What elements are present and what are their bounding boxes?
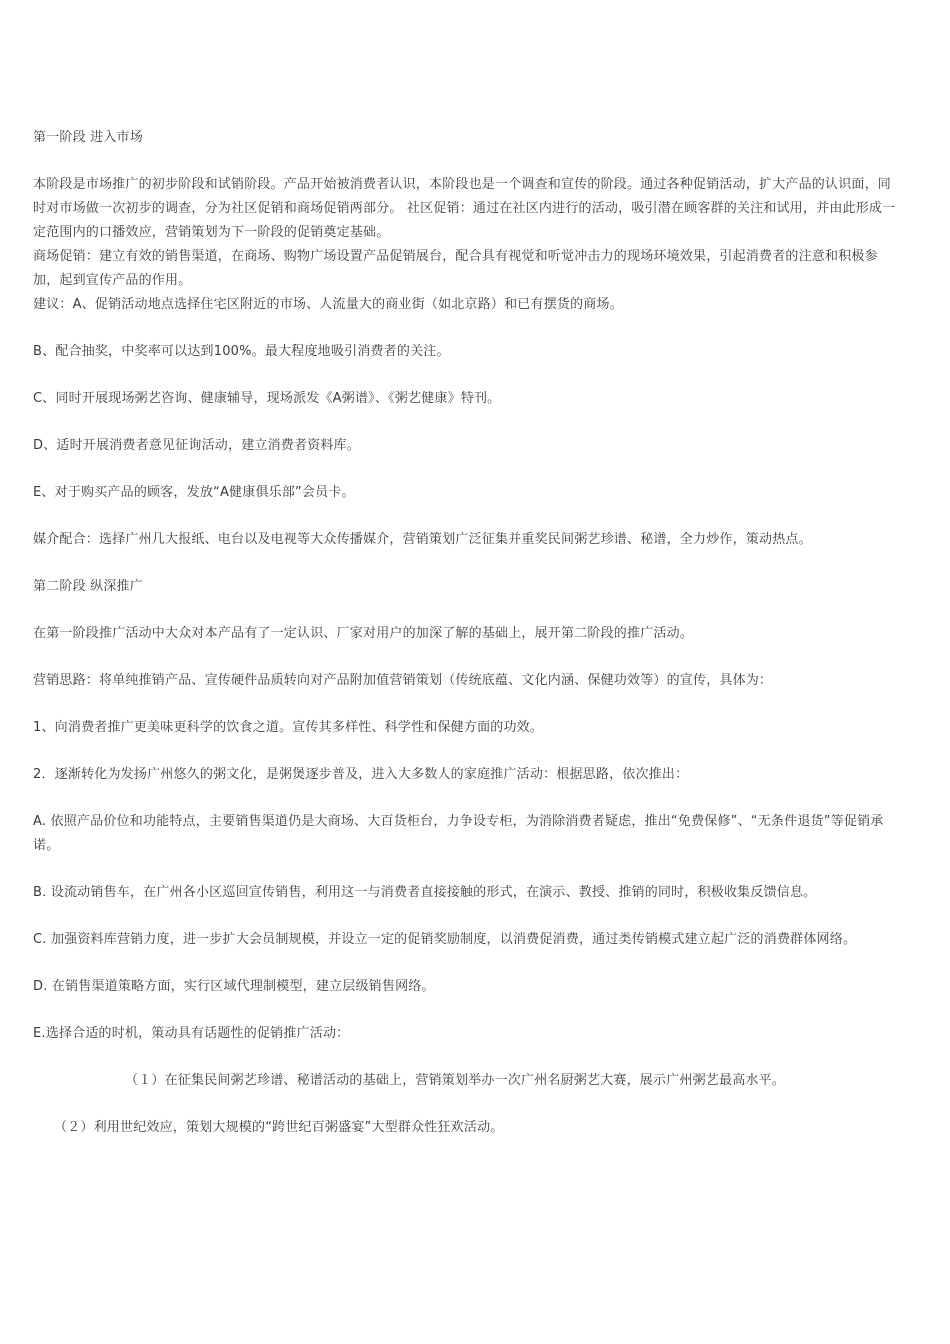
point-d: D. 在销售渠道策略方面，实行区域代理制模型，建立层级销售网络。 (33, 979, 435, 994)
stage2-intro: 在第一阶段推广活动中大众对本产品有了一定认识、厂家对用户的加深了解的基础上，展开第二阶段的推广活动。 (33, 626, 694, 641)
point-e: E.选择合适的时机，策动具有话题性的促销推广活动： (33, 1026, 350, 1041)
sub-item-2: （２）利用世纪效应，策划大规模的“跨世纪百粥盛宴”大型群众性狂欢活动。 (54, 1120, 504, 1135)
list-item-2: 2．逐渐转化为发扬广州悠久的粥文化，是粥煲逐步普及，进入大多数人的家庭推广活动：根据思路，依次推出： (33, 767, 689, 782)
suggestion-b: B、配合抽奖，中奖率可以达到100%。最大程度地吸引消费者的关注。 (33, 344, 450, 359)
stage2-heading: 第二阶段 纵深推广 (33, 579, 143, 594)
point-a: A. 依照产品价位和功能特点，主要销售渠道仍是大商场、大百货柜台，力争设专柜，为消除消费者疑虑，推出“免费保修”、“无条件退货”等促销承诺。 (33, 814, 884, 853)
point-b: B. 设流动销售车，在广州各小区巡回宣传销售，利用这一与消费者直接接触的形式，在演示、教授、推销的同时，积极收集反馈信息。 (33, 885, 817, 900)
sub-item-1: （１）在征集民间粥艺珍谱、秘谱活动的基础上，营销策划举办一次广州名厨粥艺大赛，展示广州粥艺最高水平。 (125, 1073, 786, 1088)
suggestion-e: E、对于购买产品的顾客，发放“A健康俱乐部”会员卡。 (33, 485, 355, 500)
point-c: C. 加强资料库营销力度，进一步扩大会员制规模，并设立一定的促销奖励制度，以消费促消费，通过类传销模式建立起广泛的消费群体网络。 (33, 932, 857, 947)
suggestion-a: 建议：A、促销活动地点选择住宅区附近的市场、人流量大的商业街（如北京路）和已有摆货的商场。 (33, 297, 623, 312)
mall-promotion: 商场促销：建立有效的销售渠道，在商场、购物广场设置产品促销展台，配合具有视觉和听觉冲击力的现场环境效果，引起消费者的注意和积极参加，起到宣传产品的作用。 (33, 249, 878, 288)
list-item-1: 1、向消费者推广更美味更科学的饮食之道。宣传其多样性、科学性和保健方面的功效。 (33, 720, 544, 735)
stage1-intro: 本阶段是市场推广的初步阶段和试销阶段。产品开始被消费者认识，本阶段也是一个调查和宣传的阶段。通过各种促销活动，扩大产品的认识面，同时对市场做一次初步的调查，分为社区促销和商场促销两部分。 社区促销：通过在社区内进行的活动，吸引潜在顾客群的关注和试用，并由此形成一定范围内的口播效应，营销策划为下一阶段的促销奠定基础。 (33, 177, 896, 240)
suggestion-c: C、同时开展现场粥艺咨询、健康辅导，现场派发《A粥谱》、《粥艺健康》特刊。 (33, 391, 501, 406)
document-body (33, 126, 901, 1140)
stage1-heading: 第一阶段 进入市场 (33, 130, 143, 145)
marketing-idea: 营销思路：将单纯推销产品、宣传硬件品质转向对产品附加值营销策划（传统底蕴、文化内涵、保健功效等）的宣传，具体为： (33, 673, 773, 688)
media-cooperation: 媒介配合：选择广州几大报纸、电台以及电视等大众传播媒介，营销策划广泛征集并重奖民间粥艺珍谱、秘谱，全力炒作，策动热点。 (33, 532, 812, 547)
suggestion-d: D、适时开展消费者意见征询活动，建立消费者资料库。 (33, 438, 361, 453)
